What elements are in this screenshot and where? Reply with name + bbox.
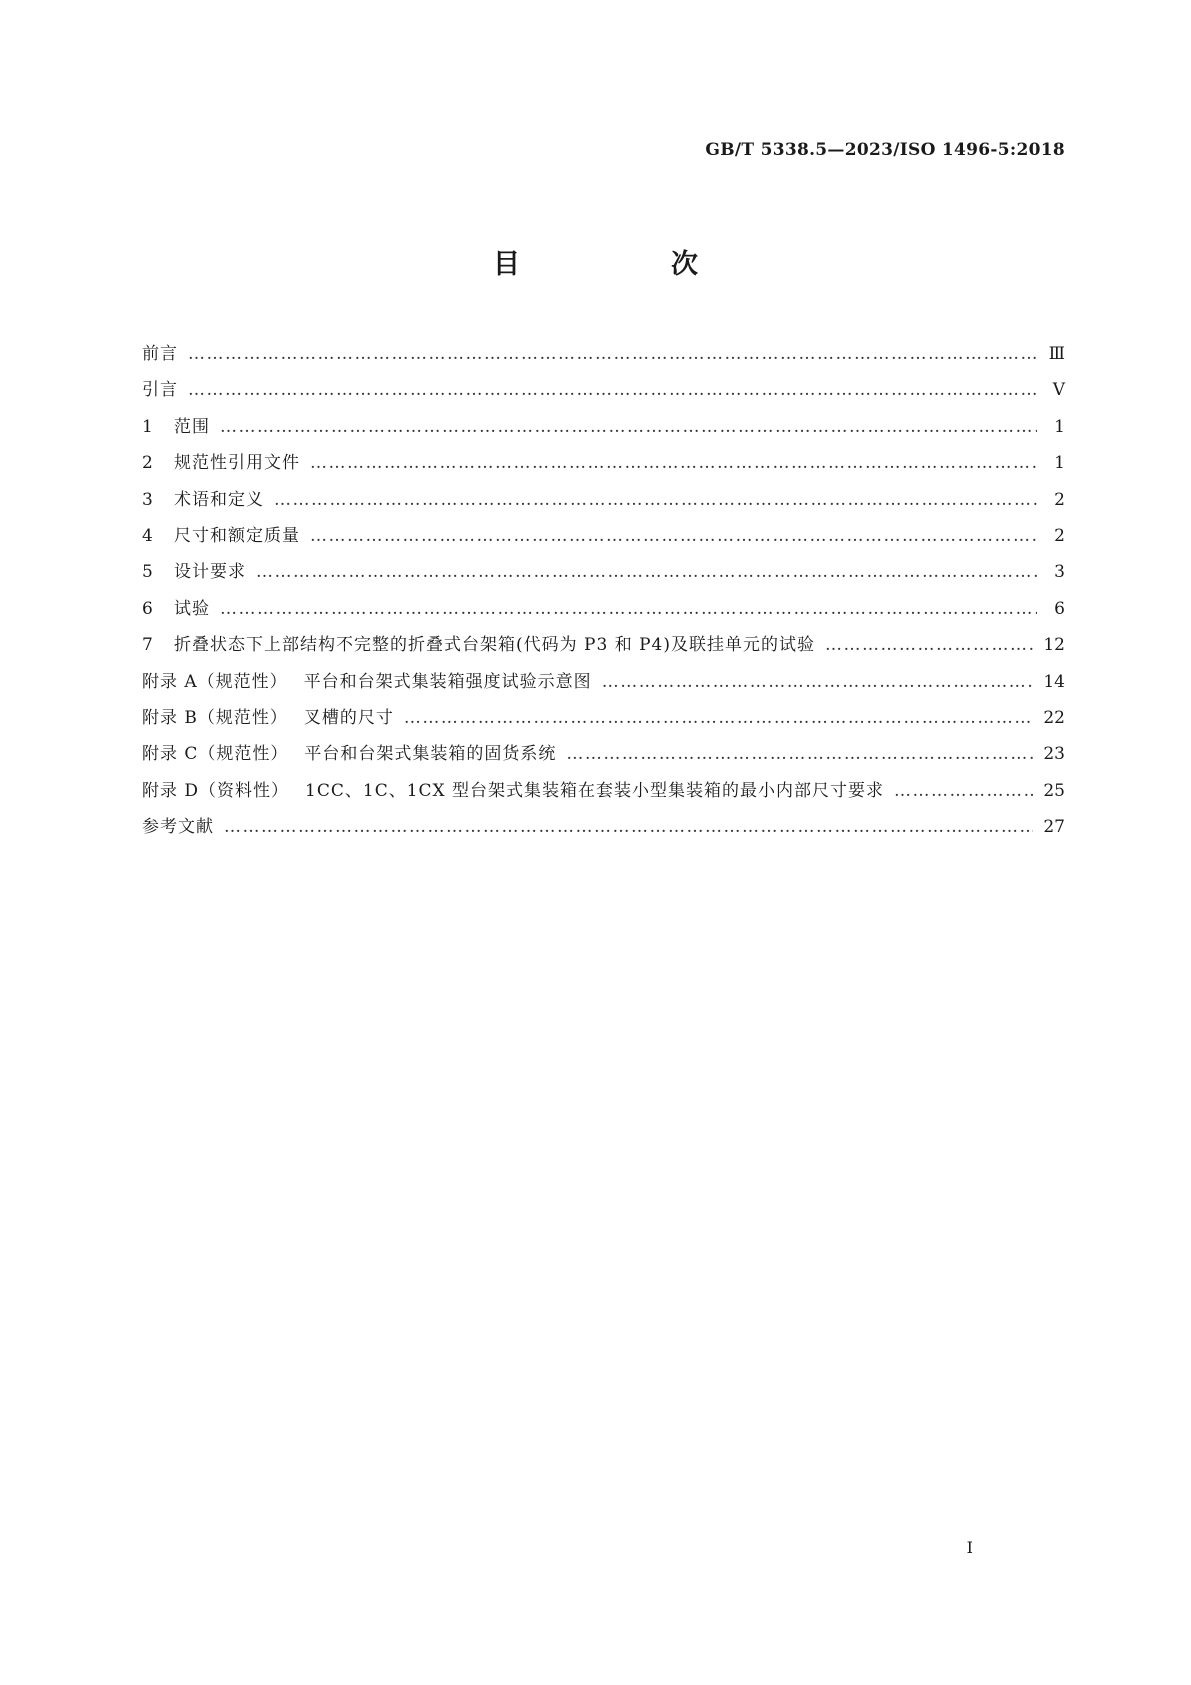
toc-entry-annex-b[interactable] bbox=[142, 703, 1065, 739]
toc-entry-annex-c[interactable] bbox=[142, 739, 1065, 775]
toc-entry-terms-definitions[interactable] bbox=[142, 485, 1065, 521]
toc-label: 尺寸和额定质量 bbox=[174, 525, 300, 546]
toc-page-number: 3 bbox=[1054, 562, 1065, 583]
toc-entry-introduction[interactable] bbox=[142, 375, 1065, 411]
toc-leader-dots bbox=[566, 744, 1033, 764]
toc-section-number: 5 bbox=[142, 562, 154, 583]
toc-page-number: 1 bbox=[1054, 416, 1065, 437]
toc-leader-dots bbox=[404, 708, 1033, 728]
toc-annex-title: 1CC、1C、1CX 型台架式集装箱在套装小型集装箱的最小内部尺寸要求 bbox=[305, 780, 885, 801]
page-title: 目 次 bbox=[493, 249, 760, 280]
toc-leader-dots bbox=[825, 635, 1033, 655]
toc-section-number: 4 bbox=[142, 525, 154, 546]
footer-page-number: I bbox=[966, 1538, 973, 1557]
toc-leader-dots bbox=[256, 562, 1037, 582]
toc-annex-prefix: 附录 C（规范性） bbox=[142, 744, 289, 765]
toc-entry-folding-flatrack-tests[interactable] bbox=[142, 630, 1065, 666]
toc-annex-prefix: 附录 B（规范性） bbox=[142, 707, 288, 728]
toc-page-number: 14 bbox=[1043, 671, 1065, 692]
toc-label: 引言 bbox=[142, 380, 178, 401]
toc-label bbox=[142, 776, 884, 801]
toc-entry-dimensions[interactable] bbox=[142, 521, 1065, 557]
toc-annex-title: 平台和台架式集装箱强度试验示意图 bbox=[303, 671, 592, 692]
toc-label: 参考文献 bbox=[142, 817, 214, 838]
toc-entry-testing[interactable] bbox=[142, 594, 1065, 630]
toc-page-number: 27 bbox=[1043, 817, 1065, 838]
toc-page-number: 12 bbox=[1043, 635, 1065, 656]
toc-leader-dots bbox=[274, 490, 1037, 510]
toc-page-number: 25 bbox=[1043, 780, 1065, 801]
toc-label bbox=[142, 703, 394, 728]
toc-page-number: Ⅴ bbox=[1052, 380, 1065, 401]
toc-leader-dots bbox=[220, 417, 1037, 437]
toc-label: 范围 bbox=[174, 416, 210, 437]
toc-annex-title: 叉槽的尺寸 bbox=[303, 707, 394, 728]
toc-entry-design-requirements[interactable] bbox=[142, 557, 1065, 593]
toc-leader-dots bbox=[894, 781, 1033, 801]
table-of-contents bbox=[142, 339, 1065, 848]
toc-page-number: 2 bbox=[1054, 525, 1065, 546]
toc-section-number: 1 bbox=[142, 416, 154, 437]
toc-page-number: Ⅲ bbox=[1048, 344, 1065, 364]
toc-section-number: 6 bbox=[142, 598, 154, 619]
toc-entry-foreword[interactable] bbox=[142, 339, 1065, 375]
toc-label: 设计要求 bbox=[174, 562, 246, 583]
toc-entry-annex-d[interactable] bbox=[142, 776, 1065, 812]
toc-page-number: 6 bbox=[1054, 598, 1065, 619]
toc-label: 规范性引用文件 bbox=[174, 453, 300, 474]
toc-label: 术语和定义 bbox=[174, 489, 264, 510]
toc-leader-dots bbox=[310, 453, 1037, 473]
toc-section-number: 2 bbox=[142, 453, 154, 474]
toc-label bbox=[142, 739, 556, 764]
toc-leader-dots bbox=[224, 817, 1033, 837]
standard-code: GB/T 5338.5—2023/ISO 1496-5:2018 bbox=[705, 140, 1065, 160]
toc-leader-dots bbox=[602, 672, 1034, 692]
toc-leader-dots bbox=[188, 380, 1037, 400]
toc-label: 试验 bbox=[174, 598, 210, 619]
toc-annex-prefix: 附录 D（资料性） bbox=[142, 780, 290, 801]
toc-leader-dots bbox=[220, 599, 1037, 619]
toc-page-number: 22 bbox=[1043, 707, 1065, 728]
toc-entry-bibliography[interactable] bbox=[142, 812, 1065, 848]
toc-label: 折叠状态下上部结构不完整的折叠式台架箱(代码为 P3 和 P4)及联挂单元的试验 bbox=[174, 635, 815, 656]
toc-page-number: 2 bbox=[1054, 489, 1065, 510]
toc-leader-dots bbox=[188, 344, 1037, 364]
toc-page-number: 23 bbox=[1043, 744, 1065, 765]
toc-section-number: 7 bbox=[142, 635, 154, 656]
toc-annex-title: 平台和台架式集装箱的固货系统 bbox=[304, 744, 557, 765]
toc-leader-dots bbox=[310, 526, 1037, 546]
toc-label bbox=[142, 667, 592, 692]
toc-entry-scope[interactable] bbox=[142, 412, 1065, 448]
toc-page-number: 1 bbox=[1054, 453, 1065, 474]
toc-entry-normative-references[interactable] bbox=[142, 448, 1065, 484]
toc-section-number: 3 bbox=[142, 489, 154, 510]
toc-entry-annex-a[interactable] bbox=[142, 667, 1065, 703]
toc-annex-prefix: 附录 A（规范性） bbox=[142, 671, 288, 692]
toc-label: 前言 bbox=[142, 344, 178, 364]
